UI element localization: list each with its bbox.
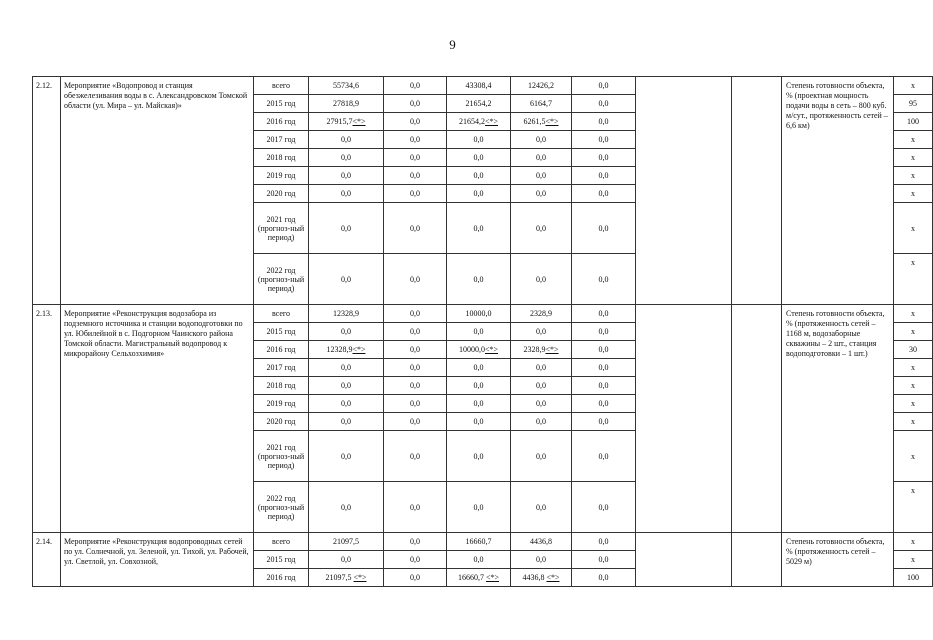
target-value-cell: 100: [894, 113, 933, 131]
value-cell-loc: [511, 395, 572, 413]
value-text: 0,0: [598, 451, 609, 461]
value-cell-loc: [511, 533, 572, 551]
year-cell: 2022 год (прогноз-ный период): [254, 254, 309, 305]
target-value-cell: 95: [894, 95, 933, 113]
year-cell: 2022 год (прогноз-ный период): [254, 482, 309, 533]
footnote-mark: <*>: [353, 573, 367, 582]
value-cell-ext: [572, 359, 636, 377]
value-text: 10000,0: [465, 309, 492, 318]
value-text: 0,0: [598, 135, 609, 144]
value-cell-reg: [447, 149, 511, 167]
value-text: 4436,8: [522, 573, 547, 582]
value-cell-loc: [511, 323, 572, 341]
value-text: 0,0: [536, 171, 546, 180]
value-text: 10000,0: [458, 345, 485, 354]
value-cell-loc: [511, 254, 572, 305]
value-text: 0,0: [473, 381, 484, 390]
value-cell-reg: [447, 431, 511, 482]
value-text: 0,0: [341, 189, 351, 198]
value-text: 0,0: [410, 274, 420, 284]
value-cell-ext: [572, 323, 636, 341]
page-number: 9: [449, 37, 456, 52]
year-cell: 2018 год: [254, 149, 309, 167]
value-text: 0,0: [536, 451, 546, 461]
value-text: 0,0: [473, 363, 484, 372]
value-text: 0,0: [410, 99, 420, 108]
year-cell: 2020 год: [254, 185, 309, 203]
table-row: [33, 305, 933, 323]
value-cell-total: [309, 431, 384, 482]
value-cell-total: [309, 113, 384, 131]
value-text: 0,0: [473, 189, 484, 198]
value-text: 0,0: [341, 417, 351, 426]
year-cell: 2019 год: [254, 395, 309, 413]
value-cell-loc: [511, 305, 572, 323]
value-cell-reg: [447, 341, 511, 359]
year-cell: 2019 год: [254, 167, 309, 185]
value-text: 0,0: [598, 189, 609, 198]
footnote-mark: <*>: [485, 573, 500, 582]
value-text: 16660,7: [457, 573, 486, 582]
indicator-cell: Степень готовности объекта, % (протяженность сетей – 1168 м, водозаборные скважины – 2 шт., станция водоподготовки – 1 шт.): [782, 305, 894, 533]
value-text: 0,0: [473, 223, 484, 233]
year-cell: всего: [254, 305, 309, 323]
value-cell-total: [309, 359, 384, 377]
year-cell: 2020 год: [254, 413, 309, 431]
value-cell-total: [309, 131, 384, 149]
value-cell-reg: [447, 131, 511, 149]
value-cell-total: [309, 254, 384, 305]
value-text: 21654,2: [465, 99, 492, 108]
value-cell-fed: [384, 95, 447, 113]
value-cell-loc: [511, 377, 572, 395]
value-cell-ext: [572, 149, 636, 167]
value-cell-reg: [447, 203, 511, 254]
year-cell: всего: [254, 77, 309, 95]
year-cell: 2015 год: [254, 323, 309, 341]
footnote-mark: <*>: [546, 573, 560, 582]
value-cell-ext: [572, 77, 636, 95]
value-text: 12426,2: [528, 81, 554, 90]
target-value-cell: х: [894, 551, 933, 569]
value-cell-reg: [447, 95, 511, 113]
empty-cell: [732, 533, 782, 587]
value-cell-total: [309, 167, 384, 185]
value-cell-fed: [384, 413, 447, 431]
value-text: 0,0: [341, 274, 351, 284]
value-cell-loc: [511, 77, 572, 95]
value-text: 0,0: [598, 99, 609, 108]
value-cell-fed: [384, 323, 447, 341]
value-cell-ext: [572, 551, 636, 569]
value-text: 6261,5: [523, 117, 546, 126]
value-text: 0,0: [410, 399, 420, 408]
value-text: 0,0: [410, 381, 420, 390]
value-text: 0,0: [536, 223, 546, 233]
indicator-cell: Степень готовности объекта, % (проектная мощность подачи воды в сеть – 800 куб. м/сут., протяженность сетей – 6,6 км): [782, 77, 894, 305]
target-value-cell: х: [894, 203, 933, 254]
value-text: 0,0: [598, 274, 609, 284]
value-cell-reg: [447, 377, 511, 395]
value-cell-total: [309, 413, 384, 431]
value-cell-fed: [384, 305, 447, 323]
value-text: 0,0: [410, 502, 420, 512]
value-cell-fed: [384, 149, 447, 167]
target-value-cell: 100: [894, 569, 933, 587]
value-text: 0,0: [473, 555, 484, 564]
footnote-mark: <*>: [484, 117, 499, 126]
year-cell: 2015 год: [254, 551, 309, 569]
value-cell-ext: [572, 131, 636, 149]
value-text: 0,0: [598, 153, 609, 162]
value-text: 2328,9: [530, 309, 552, 318]
item-name: Мероприятие «Реконструкция водопроводных сетей по ул. Солнечной, ул. Зеленой, ул. Тихой, ул. Рабочей, ул. Светлой, ул. Совхозной,: [61, 533, 254, 587]
value-text: 0,0: [598, 171, 609, 180]
value-text: 0,0: [598, 363, 609, 372]
value-text: 0,0: [598, 381, 609, 390]
value-text: 0,0: [536, 381, 546, 390]
value-text: 0,0: [536, 363, 546, 372]
year-cell: всего: [254, 533, 309, 551]
value-text: 2328,9: [523, 345, 546, 354]
value-text: 0,0: [536, 327, 546, 336]
value-text: 0,0: [410, 451, 420, 461]
value-text: 0,0: [341, 399, 351, 408]
value-text: 0,0: [598, 223, 609, 233]
value-cell-fed: [384, 341, 447, 359]
value-cell-reg: [447, 323, 511, 341]
footnote-mark: <*>: [352, 117, 366, 126]
target-value-cell: х: [894, 395, 933, 413]
target-value-cell: х: [894, 482, 933, 533]
target-value-cell: х: [894, 77, 933, 95]
value-cell-fed: [384, 377, 447, 395]
value-text: 0,0: [410, 363, 420, 372]
item-number: 2.13.: [33, 305, 61, 533]
value-text: 0,0: [536, 135, 546, 144]
value-text: 0,0: [598, 345, 609, 354]
value-cell-ext: [572, 305, 636, 323]
value-cell-ext: [572, 254, 636, 305]
value-cell-total: [309, 551, 384, 569]
value-text: 0,0: [410, 417, 420, 426]
value-text: 0,0: [410, 153, 420, 162]
value-text: 0,0: [598, 327, 609, 336]
value-text: 0,0: [410, 345, 420, 354]
year-cell: 2016 год: [254, 569, 309, 587]
value-text: 0,0: [598, 399, 609, 408]
year-cell: 2021 год (прогноз-ный период): [254, 431, 309, 482]
value-text: 0,0: [536, 274, 546, 284]
value-text: 0,0: [410, 223, 420, 233]
value-text: 0,0: [536, 189, 546, 198]
value-cell-ext: [572, 113, 636, 131]
value-cell-total: [309, 341, 384, 359]
value-text: 0,0: [341, 381, 351, 390]
value-text: 0,0: [341, 153, 351, 162]
value-cell-total: [309, 323, 384, 341]
value-cell-fed: [384, 395, 447, 413]
value-cell-loc: [511, 149, 572, 167]
value-cell-fed: [384, 254, 447, 305]
value-cell-fed: [384, 431, 447, 482]
value-cell-loc: [511, 431, 572, 482]
target-value-cell: х: [894, 431, 933, 482]
item-number: 2.14.: [33, 533, 61, 587]
year-cell: 2021 год (прогноз-ный период): [254, 203, 309, 254]
value-text: 0,0: [473, 327, 484, 336]
value-cell-loc: [511, 131, 572, 149]
value-cell-reg: [447, 254, 511, 305]
footnote-mark: <*>: [352, 345, 366, 354]
value-text: 0,0: [598, 81, 609, 90]
item-number: 2.12.: [33, 77, 61, 305]
value-text: 0,0: [536, 555, 546, 564]
value-cell-reg: [447, 185, 511, 203]
value-text: 0,0: [598, 555, 609, 564]
value-cell-loc: [511, 413, 572, 431]
target-value-cell: х: [894, 305, 933, 323]
target-value-cell: х: [894, 254, 933, 305]
value-text: 0,0: [341, 451, 351, 461]
value-cell-fed: [384, 131, 447, 149]
value-text: 0,0: [598, 502, 609, 512]
value-text: 0,0: [410, 309, 420, 318]
value-text: 27915,7: [326, 117, 353, 126]
empty-cell: [732, 77, 782, 305]
value-text: 0,0: [341, 363, 351, 372]
target-value-cell: 30: [894, 341, 933, 359]
year-cell: 2015 год: [254, 95, 309, 113]
value-cell-total: [309, 305, 384, 323]
value-text: 0,0: [410, 171, 420, 180]
value-text: 0,0: [473, 135, 484, 144]
year-cell: 2017 год: [254, 359, 309, 377]
indicator-cell: Степень готовности объекта, % (протяженность сетей – 5029 м): [782, 533, 894, 587]
value-cell-reg: [447, 395, 511, 413]
value-cell-ext: [572, 431, 636, 482]
target-value-cell: х: [894, 323, 933, 341]
value-cell-reg: [447, 533, 511, 551]
value-text: 0,0: [341, 502, 351, 512]
value-cell-reg: [447, 359, 511, 377]
value-cell-ext: [572, 413, 636, 431]
value-cell-total: [309, 377, 384, 395]
value-cell-total: [309, 95, 384, 113]
value-cell-fed: [384, 203, 447, 254]
value-text: 0,0: [473, 502, 484, 512]
value-cell-reg: [447, 77, 511, 95]
year-cell: 2016 год: [254, 341, 309, 359]
target-value-cell: х: [894, 167, 933, 185]
value-text: 0,0: [341, 327, 351, 336]
value-cell-fed: [384, 533, 447, 551]
value-text: 0,0: [341, 223, 351, 233]
item-name: Мероприятие «Реконструкция водозабора из подземного источника и станции водоподготовки по ул. Юбилейной в с. Подгорном Чаинского района Томской области. Магистральный водопровод к микрорайону Сельхозхимия»: [61, 305, 254, 533]
value-cell-fed: [384, 77, 447, 95]
value-cell-ext: [572, 167, 636, 185]
value-text: 0,0: [341, 135, 351, 144]
value-text: 0,0: [473, 171, 484, 180]
value-text: 21654,2: [458, 117, 485, 126]
target-value-cell: х: [894, 413, 933, 431]
value-text: 12328,9: [326, 345, 353, 354]
value-cell-fed: [384, 167, 447, 185]
year-cell: 2017 год: [254, 131, 309, 149]
value-cell-reg: [447, 167, 511, 185]
item-name: Мероприятие «Водопровод и станция обезжелезивания воды в с. Александровском Томской области (ул. Мира – ул. Майская)»: [61, 77, 254, 305]
value-cell-fed: [384, 569, 447, 587]
value-cell-ext: [572, 533, 636, 551]
value-cell-loc: [511, 203, 572, 254]
value-cell-ext: [572, 377, 636, 395]
value-cell-total: [309, 533, 384, 551]
value-cell-ext: [572, 203, 636, 254]
value-text: 21097,5: [333, 537, 359, 546]
value-text: 0,0: [473, 399, 484, 408]
value-text: 0,0: [341, 555, 351, 564]
value-text: 21097,5: [325, 573, 354, 582]
value-cell-loc: [511, 569, 572, 587]
empty-cell: [636, 77, 732, 305]
value-text: 27818,9: [333, 99, 359, 108]
target-value-cell: х: [894, 377, 933, 395]
value-text: 0,0: [536, 153, 546, 162]
value-text: 12328,9: [333, 309, 359, 318]
value-text: 16660,7: [465, 537, 492, 546]
value-cell-loc: [511, 167, 572, 185]
value-text: 0,0: [341, 171, 351, 180]
value-cell-reg: [447, 482, 511, 533]
value-cell-total: [309, 77, 384, 95]
footnote-mark: <*>: [545, 117, 559, 126]
empty-cell: [636, 305, 732, 533]
value-text: 0,0: [536, 399, 546, 408]
table-row: [33, 533, 933, 551]
value-cell-reg: [447, 113, 511, 131]
value-cell-total: [309, 185, 384, 203]
value-cell-loc: [511, 185, 572, 203]
value-cell-total: [309, 569, 384, 587]
target-value-cell: х: [894, 359, 933, 377]
footnote-mark: <*>: [545, 345, 559, 354]
value-cell-fed: [384, 482, 447, 533]
value-text: 0,0: [410, 327, 420, 336]
value-cell-total: [309, 482, 384, 533]
value-text: 0,0: [473, 153, 484, 162]
value-cell-ext: [572, 185, 636, 203]
value-cell-loc: [511, 113, 572, 131]
value-cell-loc: [511, 551, 572, 569]
target-value-cell: х: [894, 149, 933, 167]
value-text: 0,0: [473, 274, 484, 284]
target-value-cell: х: [894, 185, 933, 203]
program-table: [32, 76, 933, 587]
table-row: [33, 77, 933, 95]
empty-cell: [732, 305, 782, 533]
value-cell-loc: [511, 482, 572, 533]
value-cell-fed: [384, 113, 447, 131]
value-text: 0,0: [598, 117, 609, 126]
value-cell-fed: [384, 551, 447, 569]
value-text: 0,0: [473, 451, 484, 461]
value-text: 0,0: [598, 309, 609, 318]
value-text: 0,0: [410, 537, 420, 546]
value-text: 0,0: [410, 135, 420, 144]
value-cell-ext: [572, 482, 636, 533]
value-text: 0,0: [410, 573, 420, 582]
value-text: 0,0: [410, 189, 420, 198]
value-cell-loc: [511, 359, 572, 377]
value-cell-ext: [572, 341, 636, 359]
value-cell-reg: [447, 569, 511, 587]
value-text: 43308,4: [465, 81, 492, 90]
value-cell-loc: [511, 341, 572, 359]
value-cell-reg: [447, 413, 511, 431]
value-cell-total: [309, 149, 384, 167]
value-cell-fed: [384, 185, 447, 203]
value-cell-total: [309, 203, 384, 254]
value-cell-fed: [384, 359, 447, 377]
value-cell-ext: [572, 395, 636, 413]
value-text: 6164,7: [530, 99, 552, 108]
value-text: 0,0: [598, 573, 609, 582]
value-text: 4436,8: [530, 537, 552, 546]
empty-cell: [636, 533, 732, 587]
year-cell: 2016 год: [254, 113, 309, 131]
value-text: 0,0: [410, 117, 420, 126]
value-cell-ext: [572, 569, 636, 587]
value-text: 0,0: [598, 417, 609, 426]
value-text: 0,0: [598, 537, 609, 546]
target-value-cell: х: [894, 533, 933, 551]
value-text: 0,0: [473, 417, 484, 426]
value-text: 0,0: [536, 502, 546, 512]
value-text: 0,0: [410, 81, 420, 90]
value-text: 55734,6: [333, 81, 359, 90]
year-cell: 2018 год: [254, 377, 309, 395]
value-text: 0,0: [536, 417, 546, 426]
value-cell-reg: [447, 551, 511, 569]
value-cell-loc: [511, 95, 572, 113]
footnote-mark: <*>: [484, 345, 499, 354]
value-cell-reg: [447, 305, 511, 323]
target-value-cell: х: [894, 131, 933, 149]
value-text: 0,0: [410, 555, 420, 564]
value-cell-ext: [572, 95, 636, 113]
value-cell-total: [309, 395, 384, 413]
